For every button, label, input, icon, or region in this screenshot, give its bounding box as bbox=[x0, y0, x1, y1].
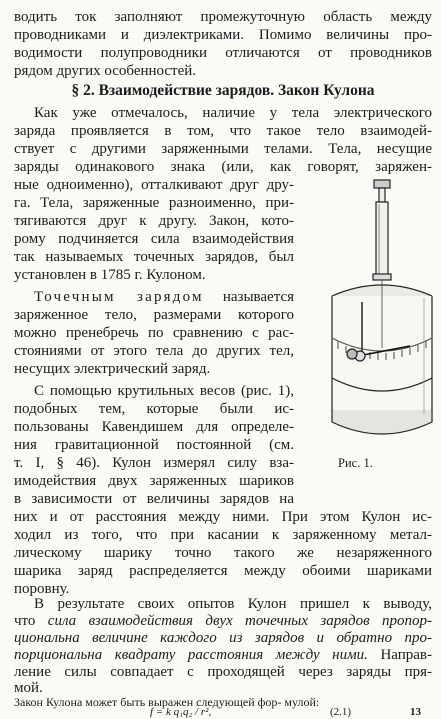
text-line: установлен в 1785 г. Кулоном. bbox=[14, 267, 206, 283]
formula-denominator: r² bbox=[200, 706, 209, 718]
formula-lhs: f = k bbox=[150, 706, 174, 718]
formula-numerator: q₁q₂ bbox=[173, 706, 193, 718]
text-line: водимости полупроводники отличаются от проводников bbox=[14, 45, 432, 61]
text-line: стояниями от этого тела до других тел, bbox=[14, 343, 294, 359]
point-charge-definition-line bbox=[14, 288, 294, 306]
conclusion-line-3: циональна величине каждого из зарядов и обратно про- bbox=[14, 630, 432, 646]
formula-intro: Закон Кулона может быть выражен следующей фор- bbox=[14, 695, 285, 709]
formula-intro-end: мулой: bbox=[284, 695, 320, 709]
text-line: рому подчиняется сила взаимодействия bbox=[14, 231, 294, 247]
text-line: ния гравитационной постоянной (см. bbox=[14, 437, 294, 453]
torsion-balance-figure bbox=[318, 178, 436, 442]
text-line: С помощью крутильных весов (рис. 1), bbox=[34, 383, 294, 399]
text-line: ные одноименно), отталкивают друг дру- bbox=[14, 177, 294, 193]
text-line: заряды одинакового знака (или, как говорят, заряжен- bbox=[14, 159, 432, 175]
formula-paragraph bbox=[14, 697, 432, 708]
conclusion-line-4: порциональна квадрату расстояния между ними. Направ- bbox=[14, 647, 432, 663]
text-line: ходил из того, что при касании к заряженному метал- bbox=[14, 527, 432, 543]
text-line: имодействия двух заряженных шариков bbox=[14, 473, 294, 489]
text-line: подобных тем, которые были ис- bbox=[14, 401, 294, 417]
text-line: так называемых точечных зарядов, был bbox=[14, 249, 294, 265]
text-line: т. I, § 46). Кулон измерял силу вза- bbox=[14, 455, 294, 471]
formula-tail: , bbox=[208, 706, 212, 718]
text-line: Как уже отмечалось, наличие у тела электрического bbox=[34, 105, 432, 121]
text-line: рядом других особенностей. bbox=[14, 63, 197, 79]
spaced-term: Точечным зарядом bbox=[34, 289, 204, 305]
text-line: них и от расстояния между ними. При этом Кулон ис- bbox=[14, 509, 432, 525]
section-heading: § 2. Взаимодействие зарядов. Закон Кулона bbox=[71, 82, 375, 99]
text-line: заряженное тело, размерами которого bbox=[14, 307, 294, 323]
text-line: заряда проявляется в том, что такое тело взаимодей- bbox=[14, 123, 432, 139]
text-line: проводниками и диэлектриками. Помимо величины про- bbox=[14, 27, 432, 43]
figure-caption: Рис. 1. bbox=[338, 456, 373, 470]
definition-verb: называется bbox=[222, 289, 295, 305]
text-line: лическому шарику точно такого же незаряженного bbox=[14, 545, 432, 561]
text-line: ствует с другими заряженными телами. Тела, несущие bbox=[14, 141, 432, 157]
text-line: в зависимости от величины зарядов на bbox=[14, 491, 294, 507]
page-number: 13 bbox=[410, 706, 421, 718]
conclusion-line-6: мой. bbox=[14, 680, 43, 696]
conclusion-line-1: В результате своих опытов Кулон пришел к выводу, bbox=[34, 596, 432, 612]
text-line: можно пренебречь по сравнению с рас- bbox=[14, 325, 294, 341]
text-line: га. Тела, заряженные разноименно, при- bbox=[14, 195, 294, 211]
coulomb-formula: f = k q₁q₂ / r², bbox=[150, 706, 212, 718]
text-line: пользованы Кавендишем для определе- bbox=[14, 419, 294, 435]
text-line: шарика заряд распределяется между обоими шариками bbox=[14, 563, 432, 579]
conclusion-line-5: ление силы совпадает с проходящей через заряды пря- bbox=[14, 664, 432, 680]
text-line: несущих электрический заряд. bbox=[14, 361, 211, 377]
equation-number: (2.1) bbox=[330, 706, 352, 718]
text-line: водить ток заполняют промежуточную область между bbox=[14, 9, 432, 25]
text-line: тягиваются друг к другу. Закон, кото- bbox=[14, 213, 294, 229]
text-line: поровну. bbox=[14, 581, 70, 597]
law-statement: сила взаимодействия двух точечных зарядов пропор- bbox=[47, 613, 432, 629]
conclusion-line-2: что сила взаимодействия двух точечных зарядов пропор- bbox=[14, 613, 432, 629]
